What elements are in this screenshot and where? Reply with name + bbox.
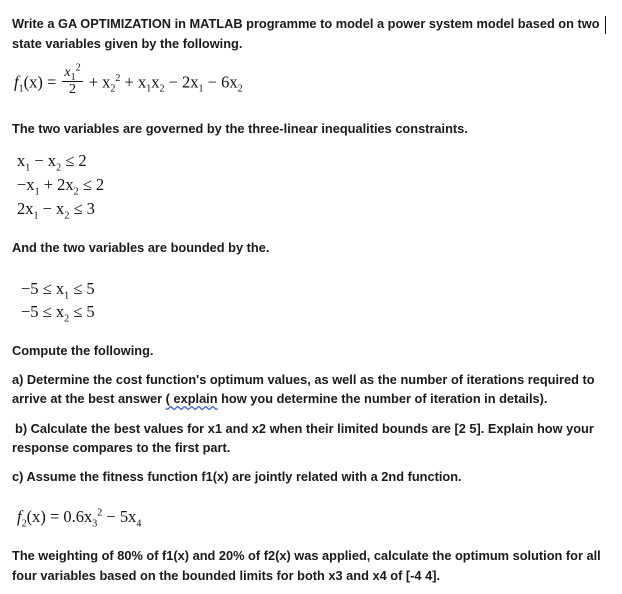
f1-symbol-sub: 1 <box>18 83 24 95</box>
f2-arg: (x) = 0.6x <box>26 507 93 526</box>
bound-x2-post: ≤ 5 <box>69 302 95 321</box>
f2-x-sub: 3 <box>92 518 98 530</box>
weighting-line-1: The weighting of 80% of f1(x) and 20% of f2(x) was applied, calculate the optimum solution for all <box>12 548 601 563</box>
bound-x1-post: ≤ 5 <box>69 279 95 298</box>
f1-term-a-sub: 2 <box>110 83 116 95</box>
constraint-3-a-sub: 1 <box>33 210 39 222</box>
f1-term-e: − 6x <box>207 72 238 92</box>
f1-term-c-sub: 2 <box>159 83 165 95</box>
constraint-3-b-sub: 2 <box>64 210 70 222</box>
f1-fraction <box>62 62 82 97</box>
part-a-line-2 <box>12 389 547 409</box>
part-b-line-2: response compares to the first part. <box>12 440 231 455</box>
f2-symbol: f <box>17 507 22 526</box>
constraint-2 <box>17 175 105 198</box>
f1-equation <box>14 62 243 99</box>
intro-line-1: Write a GA OPTIMIZATION in MATLAB programme to model a power system model based on two <box>12 16 600 31</box>
f2-equation <box>17 507 142 530</box>
f1-term-b: + x <box>124 72 147 92</box>
part-a-line-2-post: how you determine the number of iteration in details). <box>217 391 548 406</box>
f1-symbol: f <box>14 72 19 92</box>
f1-term-e-sub: 2 <box>237 83 243 95</box>
part-b-line-1: b) Calculate the best values for x1 and x2 when their limited bounds are [2 5]. Explain how your <box>15 421 594 436</box>
part-c-line-1: c) Assume the fitness function f1(x) are jointly related with a 2nd function. <box>12 469 462 484</box>
text-cursor <box>605 16 606 34</box>
f2-x-sup: 2 <box>97 507 103 519</box>
bound-x1-sub: 1 <box>64 290 70 302</box>
part-a-line-2-pre: arrive at the best answer <box>12 391 166 406</box>
f1-fraction-numerator <box>62 62 82 83</box>
bounds-intro: And the two variables are bounded by the. <box>12 240 270 255</box>
constraint-1 <box>17 151 87 174</box>
constraint-1-b-sub: 2 <box>56 162 62 174</box>
bound-x1 <box>21 279 95 302</box>
constraint-1-b: − x <box>30 151 57 170</box>
constraint-3-b: − x <box>38 199 65 218</box>
f1-term-c: x <box>151 72 160 92</box>
weighting-line-2: four variables based on the bounded limits for both x3 and x4 of [-4 4]. <box>12 568 441 583</box>
constraint-3 <box>17 199 95 222</box>
f1-num-sub: 1 <box>70 71 76 83</box>
bound-x2-sub: 2 <box>64 313 70 325</box>
constraint-2-rel: ≤ 2 <box>78 175 105 194</box>
f2-rest-sub: 4 <box>136 518 142 530</box>
f2-rest: − 5x <box>102 507 137 526</box>
f1-term-a: + x <box>88 72 111 92</box>
f1-num-sup: 2 <box>75 62 81 74</box>
f1-arg: (x) = <box>23 72 57 92</box>
constraint-3-rel: ≤ 3 <box>69 199 95 218</box>
constraint-1-a-sub: 1 <box>25 162 31 174</box>
f1-term-d-sub: 1 <box>198 83 204 95</box>
bound-x2 <box>21 302 95 325</box>
f1-fraction-denominator: 2 <box>69 82 76 97</box>
constraint-2-a-sub: 1 <box>34 186 40 198</box>
constraint-2-b: + 2x <box>39 175 74 194</box>
constraint-2-b-sub: 2 <box>73 186 79 198</box>
bound-x1-pre: −5 ≤ x <box>21 279 65 298</box>
constraints-intro: The two variables are governed by the three-linear inequalities constraints. <box>12 121 468 136</box>
part-a-line-1: a) Determine the cost function's optimum values, as well as the number of iterations required to <box>12 372 595 387</box>
f1-term-d: − 2x <box>168 72 199 92</box>
intro-line-2: state variables given by the following. <box>12 36 243 51</box>
constraint-1-a: x <box>17 151 26 170</box>
constraint-3-a: 2x <box>17 199 34 218</box>
explain-spellcheck-link[interactable]: ( explain <box>165 391 218 406</box>
f1-term-a-sup: 2 <box>115 72 121 84</box>
f1-num-var: x <box>64 65 71 80</box>
constraint-1-rel: ≤ 2 <box>61 151 87 170</box>
constraint-2-a: −x <box>17 175 35 194</box>
f2-symbol-sub: 2 <box>21 518 27 530</box>
bound-x2-pre: −5 ≤ x <box>21 302 65 321</box>
compute-heading: Compute the following. <box>12 343 154 358</box>
f1-term-b-sub: 1 <box>146 83 152 95</box>
